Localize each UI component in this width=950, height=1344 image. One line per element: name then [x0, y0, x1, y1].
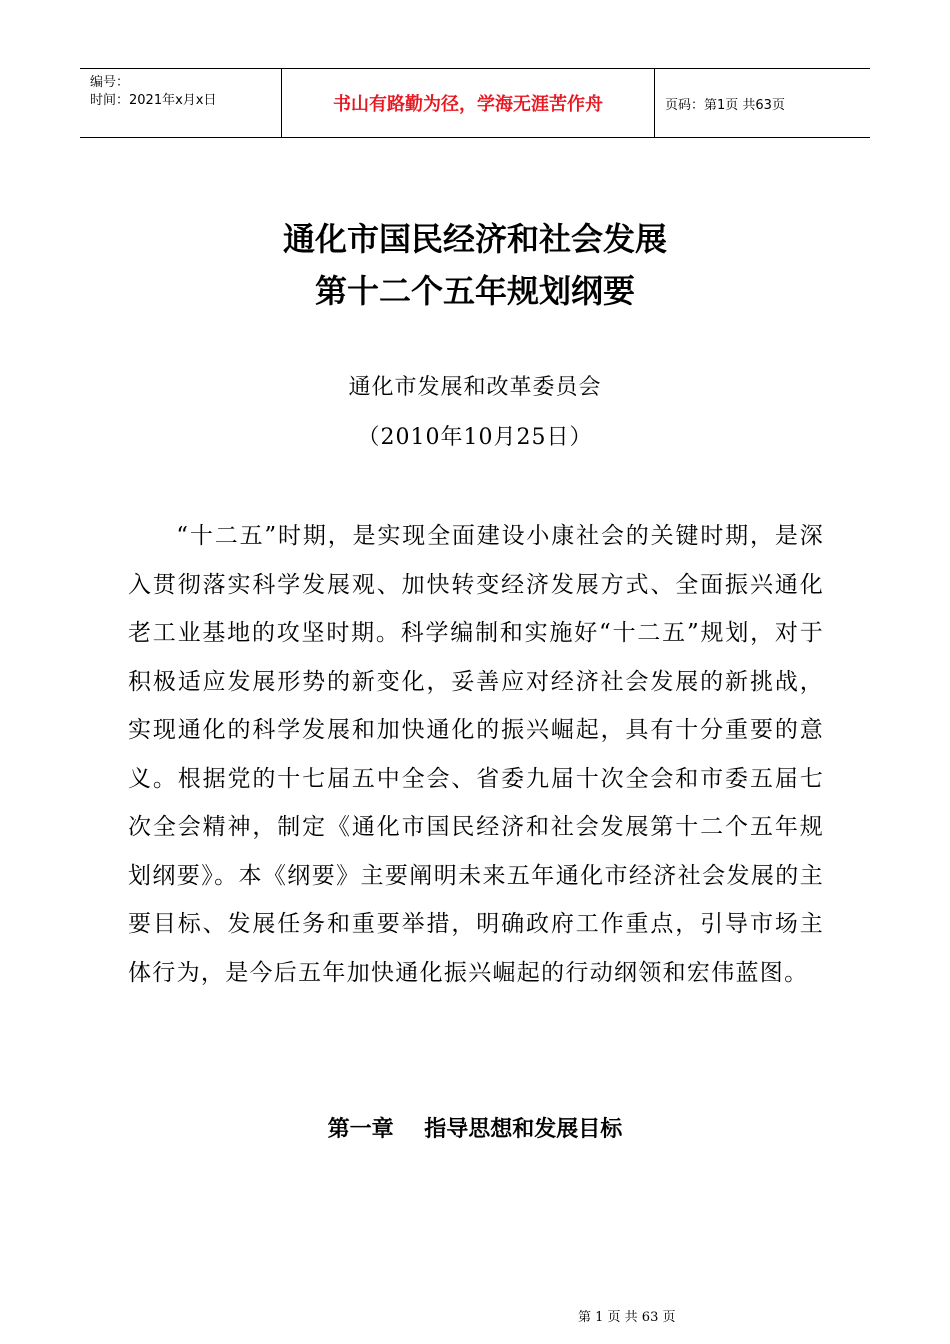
- issue-date: （2010年10月25日）: [357, 425, 593, 450]
- time-label: 时间：2021年x月x日: [90, 93, 217, 108]
- document-title-line1: 通化市国民经济和社会发展: [282, 220, 667, 258]
- page-footer: 第 1 页 共 63 页: [578, 1310, 676, 1325]
- header-motto: 书山有路勤为径，学海无涯苦作舟: [281, 69, 655, 137]
- document-title-line2: 第十二个五年规划纲要: [314, 272, 635, 310]
- issuer: 通化市发展和改革委员会: [348, 375, 602, 400]
- header-meta: [80, 69, 281, 137]
- chapter-heading: 第一章 指导思想和发展目标: [327, 1117, 623, 1142]
- document-header: [80, 68, 870, 138]
- header-page-info: 页码：第1页 共63页: [665, 97, 785, 113]
- intro-paragraph: “十二五”时期，是实现全面建设小康社会的关键时期，是深入贯彻落实科学发展观、加快转变经济发展方式、全面振兴通化老工业基地的攻坚时期。科学编制和实施好“十二五”规划，对于积极适应发展形势的新变化，妥善应对经济社会发展的新挑战，实现通化的科学发展和加快通化的振兴崛起，具有十分重要的意义。根据党的十七届五中全会、省委九届十次全会和市委五届七次全会精神，制定《通化市国民经济和社会发展第十二个五年规划纲要》。本《纲要》主要阐明未来五年通化市经济社会发展的主要目标、发展任务和重要举措，明确政府工作重点，引导市场主体行为，是今后五年加快通化振兴崛起的行动纲领和宏伟蓝图。: [128, 523, 824, 986]
- number-label: 编号：: [90, 75, 130, 90]
- body-text: [128, 512, 824, 997]
